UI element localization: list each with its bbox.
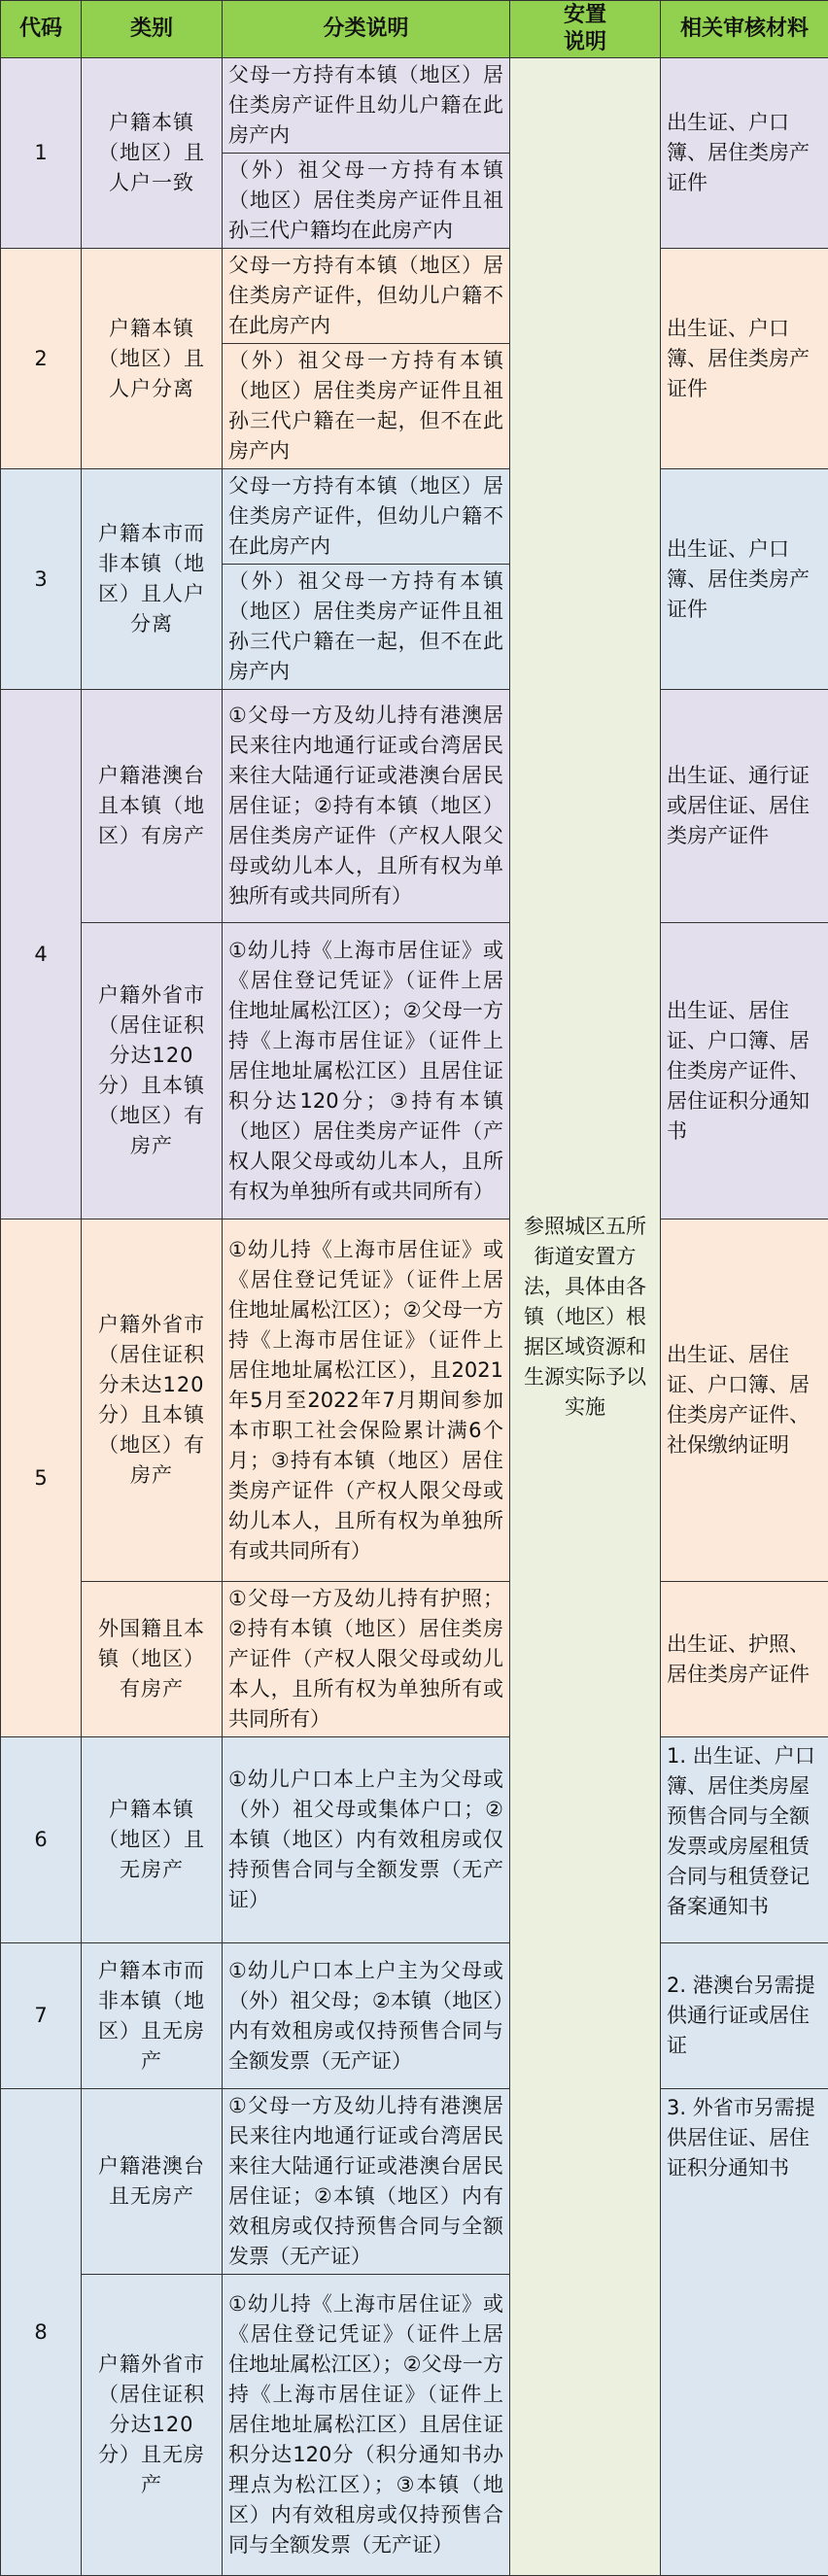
row-code: 3 [1, 469, 82, 690]
table-row [1, 1737, 828, 1943]
row-materials: 3. 外省市另需提供居住证、居住证积分通知书 [661, 2089, 828, 2576]
row-code: 8 [1, 2089, 82, 2576]
row-materials: 出生证、户口簿、居住类房产证件 [661, 469, 828, 690]
table-row [1, 1219, 828, 1582]
row-code: 5 [1, 1219, 82, 1737]
row-description: 父母一方持有本镇（地区）居住类房产证件，但幼儿户籍不在此房产内 [223, 249, 510, 344]
row-description: ①幼儿户口本上户主为父母或（外）祖父母；②本镇（地区）内有效租房或仅持预售合同与全额发票（无产证） [223, 1943, 510, 2089]
row-materials: 出生证、户口簿、居住类房产证件 [661, 58, 828, 249]
header-row [1, 1, 828, 58]
row-category: 户籍港澳台且无房产 [82, 2089, 223, 2275]
table-row [1, 469, 828, 565]
row-description: ①父母一方及幼儿持有港澳居民来往内地通行证或台湾居民来往大陆通行证或港澳台居民居住证；②持有本镇（地区）居住类房产证件（产权人限父母或幼儿本人，且所有权为单独所有或共同所有） [223, 690, 510, 923]
row-category: 户籍本市而非本镇（地区）且人户分离 [82, 469, 223, 690]
row-description: ①幼儿户口本上户主为父母或（外）祖父母或集体户口；②本镇（地区）内有效租房或仅持预售合同与全额发票（无产证） [223, 1737, 510, 1943]
header-code: 代码 [1, 1, 82, 58]
table-row [1, 1943, 828, 2089]
row-category: 户籍外省市（居住证积分未达120分）且本镇（地区）有房产 [82, 1219, 223, 1582]
row-category: 户籍外省市（居住证积分达120分）且本镇（地区）有房产 [82, 923, 223, 1219]
row-description: （外）祖父母一方持有本镇（地区）居住类房产证件且祖孙三代户籍在一起，但不在此房产内 [223, 565, 510, 690]
header-description: 分类说明 [223, 1, 510, 58]
row-category: 外国籍且本镇（地区）有房产 [82, 1582, 223, 1737]
table-row [1, 690, 828, 923]
row-description: ①幼儿持《上海市居住证》或《居住登记凭证》（证件上居住地址属松江区）；②父母一方持《上海市居住证》（证件上居住地址属松江区）且居住证积分达120分（积分通知书办理点为松江区）；③本镇（地区）内有效租房或仅持预售合同与全额发票（无产证） [223, 2275, 510, 2576]
row-description: ①父母一方及幼儿持有港澳居民来往内地通行证或台湾居民来往大陆通行证或港澳台居民居住证；②本镇（地区）内有效租房或仅持预售合同与全额发票（无产证） [223, 2089, 510, 2275]
header-category: 类别 [82, 1, 223, 58]
row-category: 户籍本镇（地区）且人户分离 [82, 249, 223, 469]
row-code: 7 [1, 1943, 82, 2089]
row-materials: 出生证、护照、居住类房产证件 [661, 1582, 828, 1737]
row-materials: 1. 出生证、户口簿、居住类房屋预售合同与全额发票或房屋租赁合同与租赁登记备案通知书 [661, 1737, 828, 1943]
row-materials: 出生证、居住证、户口簿、居住类房产证件、社保缴纳证明 [661, 1219, 828, 1582]
row-category: 户籍本市而非本镇（地区）且无房产 [82, 1943, 223, 2089]
row-category: 户籍本镇（地区）且人户一致 [82, 58, 223, 249]
settlement-note: 参照城区五所街道安置方法，具体由各镇（地区）根据区域资源和生源实际予以实施 [510, 58, 661, 2576]
row-category: 户籍本镇（地区）且无房产 [82, 1737, 223, 1943]
row-description: （外）祖父母一方持有本镇（地区）居住类房产证件且祖孙三代户籍均在此房产内 [223, 154, 510, 249]
row-description: （外）祖父母一方持有本镇（地区）居住类房产证件且祖孙三代户籍在一起，但不在此房产内 [223, 344, 510, 469]
row-code: 1 [1, 58, 82, 249]
table-row [1, 2089, 828, 2275]
row-description: ①父母一方及幼儿持有护照；②持有本镇（地区）居住类房产证件（产权人限父母或幼儿本人，且所有权为单独所有或共同所有） [223, 1582, 510, 1737]
row-materials: 出生证、户口簿、居住类房产证件 [661, 249, 828, 469]
table-row [1, 249, 828, 344]
row-description: ①幼儿持《上海市居住证》或《居住登记凭证》（证件上居住地址属松江区）；②父母一方持《上海市居住证》（证件上居住地址属松江区），且2021年5月至2022年7月期间参加本市职工社会保险累计满6个月；③持有本镇（地区）居住类房产证件（产权人限父母或幼儿本人，且所有权为单独所有或共同所有） [223, 1219, 510, 1582]
row-code: 6 [1, 1737, 82, 1943]
row-description: 父母一方持有本镇（地区）居住类房产证件且幼儿户籍在此房产内 [223, 58, 510, 154]
table-row [1, 1582, 828, 1737]
table-row [1, 923, 828, 1219]
row-category: 户籍港澳台且本镇（地区）有房产 [82, 690, 223, 923]
header-materials: 相关审核材料 [661, 1, 828, 58]
row-description: 父母一方持有本镇（地区）居住类房产证件，但幼儿户籍不在此房产内 [223, 469, 510, 565]
row-description: ①幼儿持《上海市居住证》或《居住登记凭证》（证件上居住地址属松江区）；②父母一方持《上海市居住证》（证件上居住地址属松江区）且居住证积分达120分；③持有本镇（地区）居住类房产证件（产权人限父母或幼儿本人，且所有权为单独所有或共同所有） [223, 923, 510, 1219]
row-materials: 2. 港澳台另需提供通行证或居住证 [661, 1943, 828, 2089]
row-code: 2 [1, 249, 82, 469]
row-code: 4 [1, 690, 82, 1219]
header-settlement: 安置 说明 [510, 1, 661, 58]
row-materials: 出生证、通行证或居住证、居住类房产证件 [661, 690, 828, 923]
table-row [1, 58, 828, 154]
row-category: 户籍外省市（居住证积分达120分）且无房产 [82, 2275, 223, 2576]
row-materials: 出生证、居住证、户口簿、居住类房产证件、居住证积分通知书 [661, 923, 828, 1219]
